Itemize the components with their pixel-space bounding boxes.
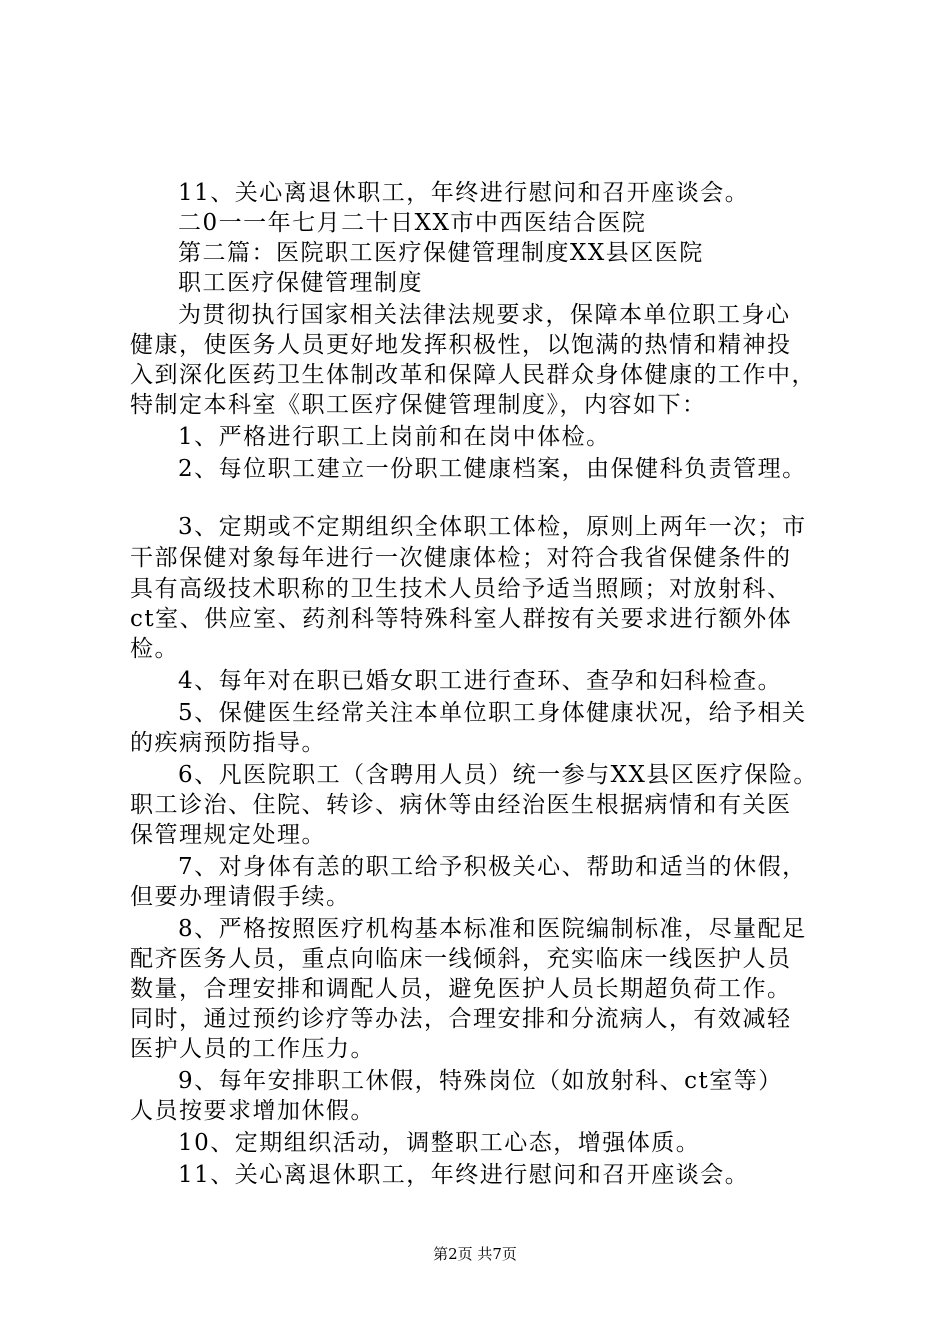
text-line: 医护人员的工作压力。 bbox=[130, 1036, 375, 1062]
section-title: 职工医疗保健管理制度 bbox=[178, 270, 423, 296]
list-item: 2、每位职工建立一份职工健康档案，由保健科负责管理。 bbox=[178, 456, 807, 482]
list-item: 8、严格按照医疗机构基本标准和医院编制标准，尽量配足 bbox=[178, 916, 807, 942]
list-item: 4、每年对在职已婚女职工进行查环、查孕和妇科检查。 bbox=[178, 668, 783, 694]
text-line: 的疾病预防指导。 bbox=[130, 730, 326, 756]
list-item: 3、定期或不定期组织全体职工体检，原则上两年一次；市 bbox=[178, 514, 807, 540]
text-line: 第二篇：医院职工医疗保健管理制度XX县区医院 bbox=[178, 240, 704, 266]
list-item: 11、关心离退休职工，年终进行慰问和召开座谈会。 bbox=[178, 1162, 750, 1188]
list-item: 6、凡医院职工（含聘用人员）统一参与XX县区医疗保险。 bbox=[178, 762, 818, 788]
text-line: 配齐医务人员，重点向临床一线倾斜，充实临床一线医护人员 bbox=[130, 946, 792, 972]
text-line: 人员按要求增加休假。 bbox=[130, 1098, 375, 1124]
list-item: 10、定期组织活动，调整职工心态，增强体质。 bbox=[178, 1130, 701, 1156]
text-line: 入到深化医药卫生体制改革和保障人民群众身体健康的工作中， bbox=[130, 362, 816, 388]
text-line: 同时，通过预约诊疗等办法，合理安排和分流病人，有效减轻 bbox=[130, 1006, 792, 1032]
text-line: 干部保健对象每年进行一次健康体检；对符合我省保健条件的 bbox=[130, 545, 792, 571]
text-line: 但要办理请假手续。 bbox=[130, 884, 351, 910]
text-line: 特制定本科室《职工医疗保健管理制度》，内容如下： bbox=[130, 392, 707, 418]
text-line: ct室、供应室、药剂科等特殊科室人群按有关要求进行额外体 bbox=[130, 606, 793, 632]
list-item: 7、对身体有恙的职工给予积极关心、帮助和适当的休假， bbox=[178, 854, 807, 880]
text-line: 保管理规定处理。 bbox=[130, 822, 326, 848]
text-line: 为贯彻执行国家相关法律法规要求，保障本单位职工身心 bbox=[178, 302, 791, 328]
page-number-footer: 第2页 共7页 bbox=[433, 1245, 517, 1263]
text-line: 11、关心离退休职工，年终进行慰问和召开座谈会。 bbox=[178, 180, 750, 206]
text-line: 职工诊治、住院、转诊、病休等由经治医生根据病情和有关医 bbox=[130, 792, 792, 818]
text-line: 健康，使医务人员更好地发挥积极性，以饱满的热情和精神投 bbox=[130, 332, 792, 358]
text-line: 检。 bbox=[130, 636, 179, 662]
list-item: 5、保健医生经常关注本单位职工身体健康状况，给予相关 bbox=[178, 700, 807, 726]
list-item: 1、严格进行职工上岗前和在岗中体检。 bbox=[178, 424, 611, 450]
text-line: 数量，合理安排和调配人员，避免医护人员长期超负荷工作。 bbox=[130, 976, 792, 1002]
text-line: 二0一一年七月二十日XX市中西医结合医院 bbox=[178, 210, 647, 236]
text-line: 具有高级技术职称的卫生技术人员给予适当照顾；对放射科、 bbox=[130, 576, 792, 602]
list-item: 9、每年安排职工休假，特殊岗位（如放射科、ct室等） bbox=[178, 1068, 783, 1094]
